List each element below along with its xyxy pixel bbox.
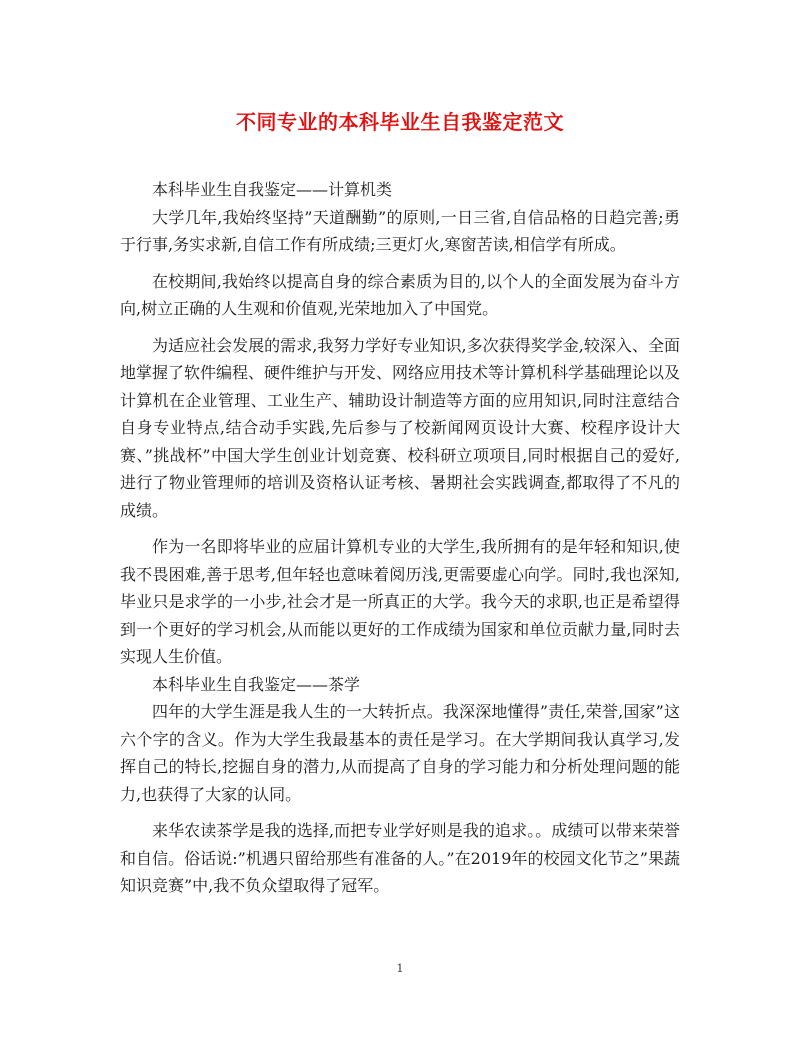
page-number: 1 — [396, 962, 404, 975]
section-heading-computer: 本科毕业生自我鉴定——计算机类 — [152, 180, 393, 199]
paragraph: 四年的大学生涯是我人生的一大转折点。我深深地懂得”责任,荣誉,国家”这六个字的含义。作为大学生我最基本的责任是学习。在大学期间我认真学习,发挥自己的特长,挖掘自身的潜力,从而提高了自身的学习能力和分析处理问题的能力,也获得了大家的认同。 — [120, 702, 680, 804]
paragraph: 作为一名即将毕业的应届计算机专业的大学生,我所拥有的是年轻和知识,使我不畏困难,善于思考,但年轻也意味着阅历浅,更需要虚心向学。同时,我也深知, 毕业只是求学的一小步,社会才是一所真正的大学。我今天的求职,也正是希望得到一个更好的学习机会,从而能以更好的工作成绩为国家和单位贡献力量,同时去实现人生价值。 — [120, 537, 680, 666]
document-title: 不同专业的本科毕业生自我鉴定范文 — [236, 110, 564, 134]
document-body — [120, 176, 680, 900]
paragraph: 为适应社会发展的需求,我努力学好专业知识,多次获得奖学金,较深入、全面地掌握了软件编程、硬件维护与开发、网络应用技术等计算机科学基础理论以及计算机在企业管理、工业生产、辅助设计制造等方面的应用知识,同时注意结合自身专业特点,结合动手实践,先后参与了校新闻网页设计大赛、校程序设计大赛、”挑战杯”中国大学生创业计划竞赛、校科研立项项目,同时根据自己的爱好,进行了物业管理师的培训及资格认证考核、暑期社会实践调查,都取得了不凡的成绩。 — [120, 335, 681, 520]
paragraph: 来华农读茶学是我的选择,而把专业学好则是我的追求。。成绩可以带来荣誉和自信。俗话说:”机遇只留给那些有准备的人。”在2019年的校园文化节之”果蔬知识竞赛”中,我不负众望取得了冠军。 — [120, 821, 680, 895]
section-heading-tea: 本科毕业生自我鉴定——茶学 — [152, 674, 361, 694]
paragraph: 大学几年,我始终坚持”天道酬勤”的原则,一日三省,自信品格的日趋完善;勇于行事,务实求新,自信工作有所成绩;三更灯火,寒窗苦读,相信学有所成。 — [120, 207, 680, 254]
paragraph: 在校期间,我始终以提高自身的综合素质为目的,以个人的全面发展为奋斗方向,树立正确的人生观和价值观,光荣地加入了中国党。 — [120, 271, 680, 318]
